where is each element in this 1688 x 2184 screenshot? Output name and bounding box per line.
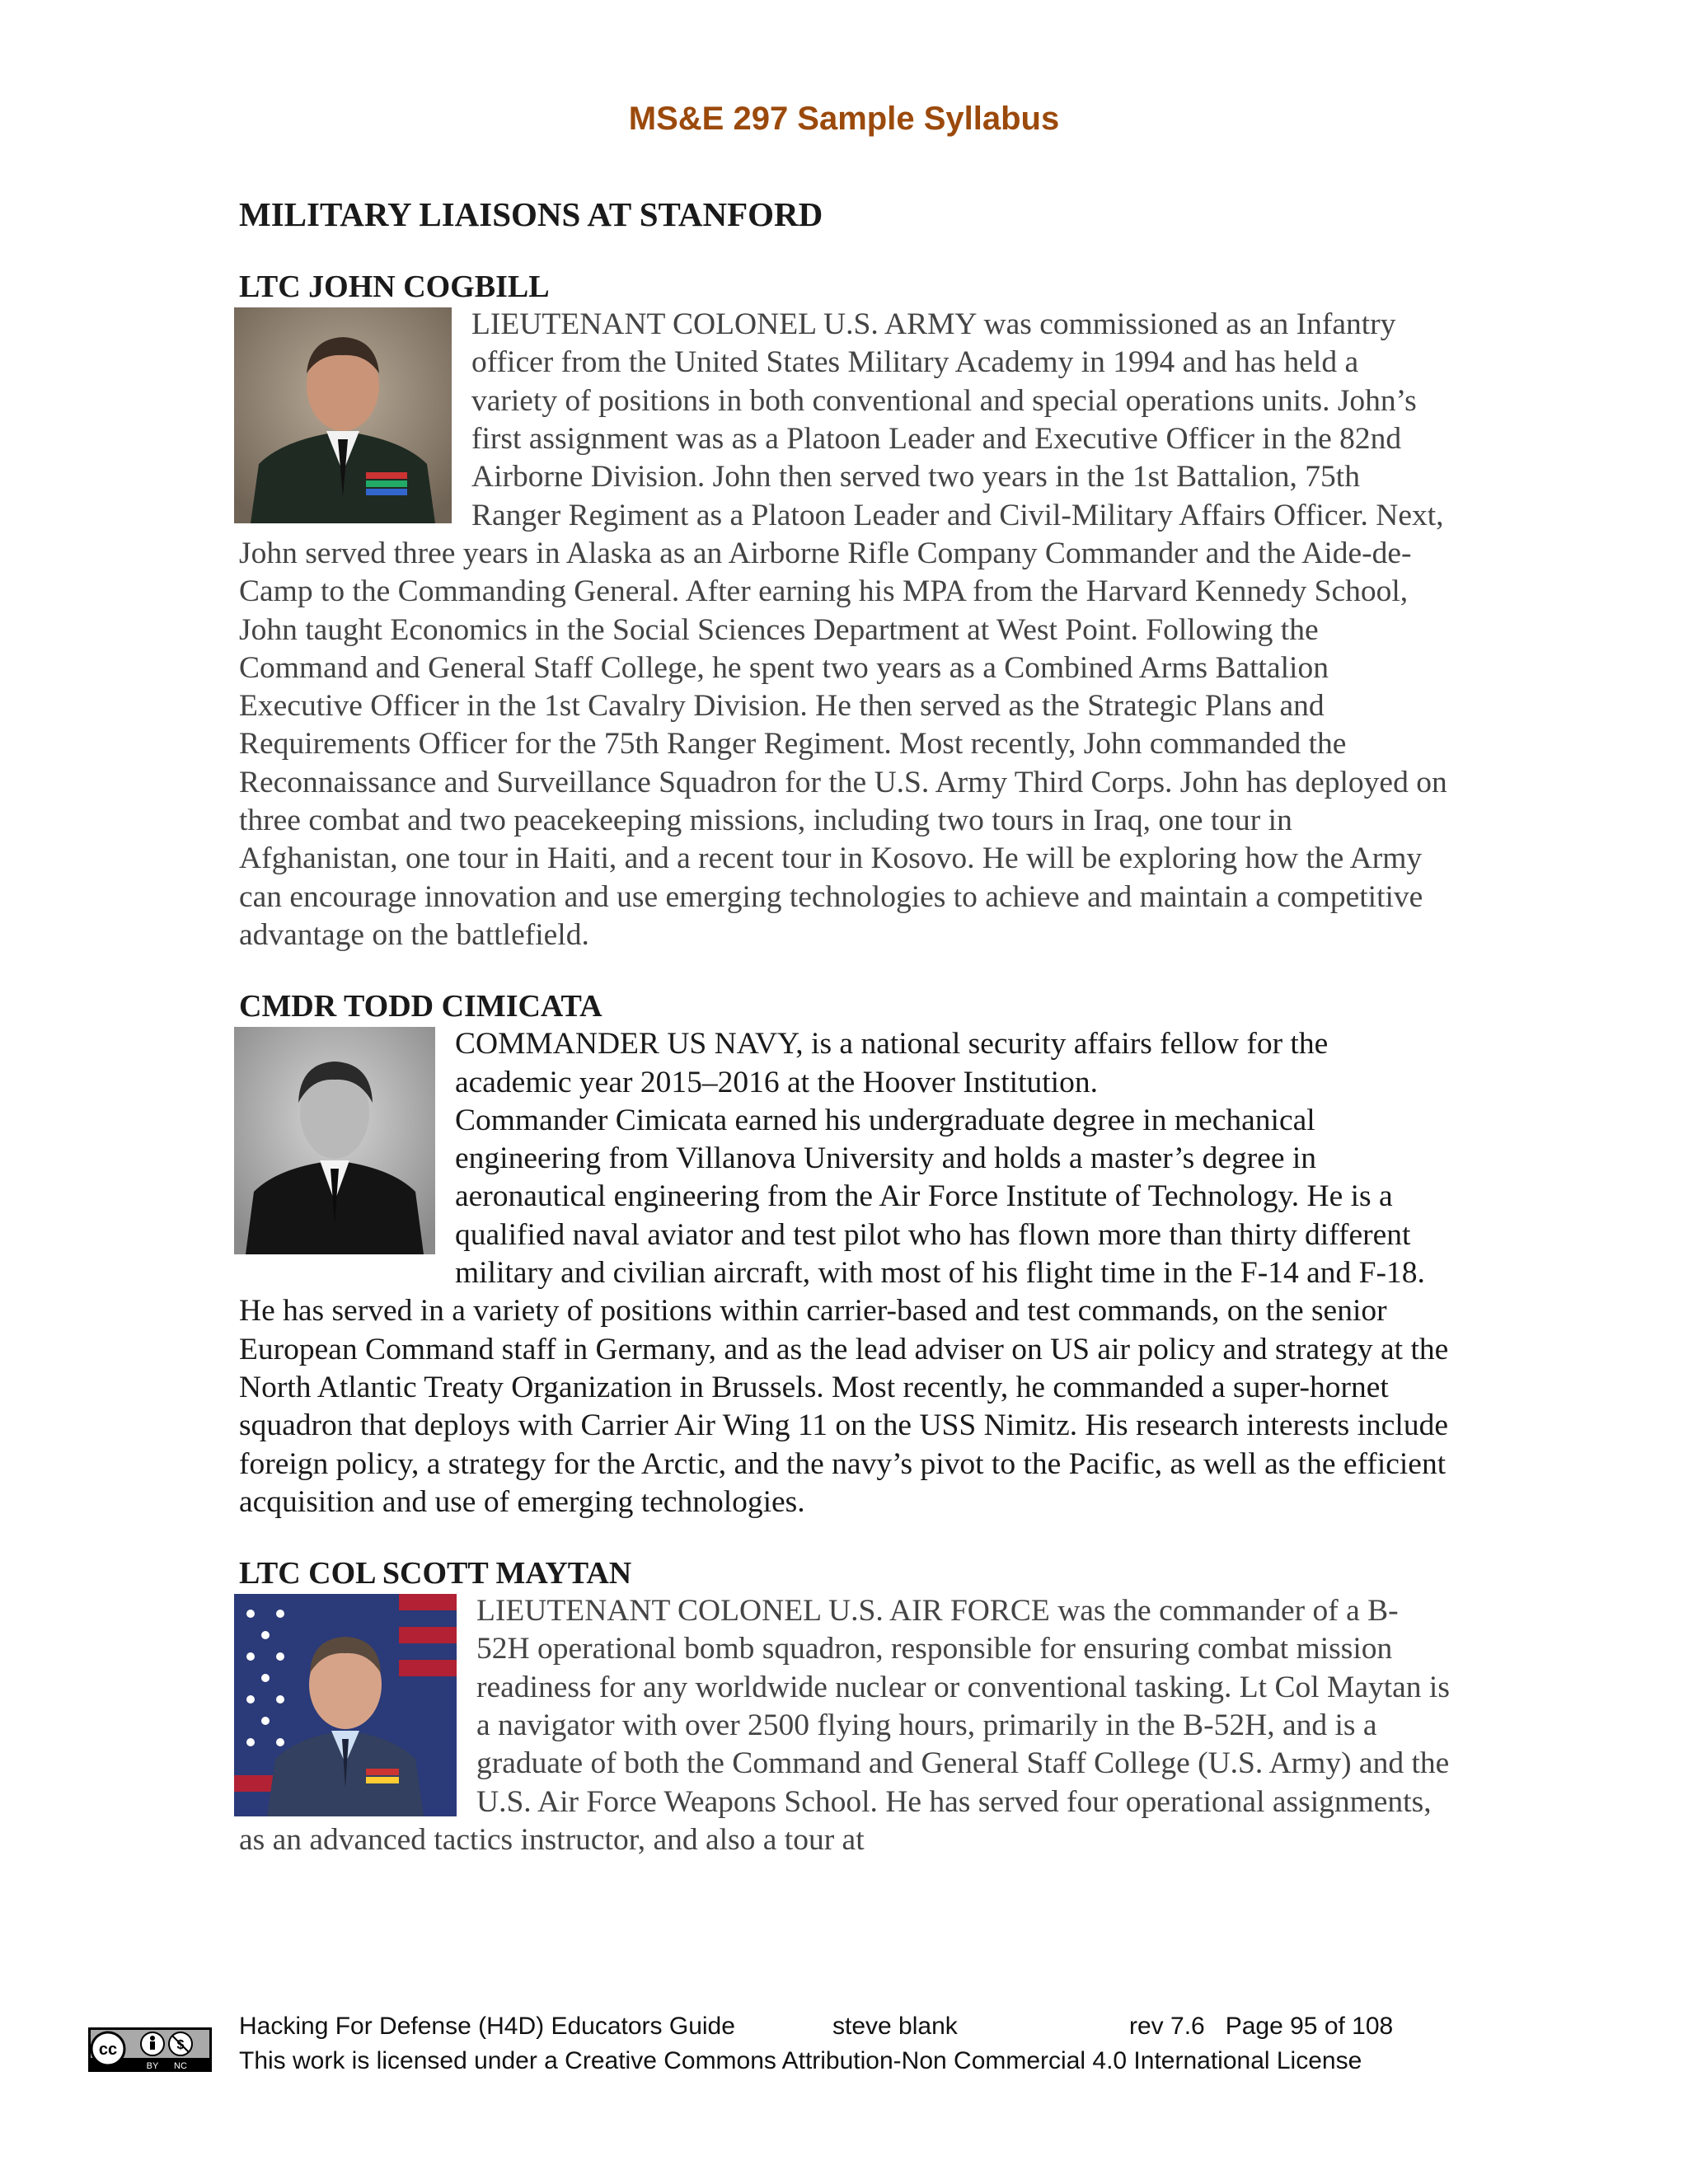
air-force-officer-portrait-icon — [234, 1594, 457, 1816]
army-officer-portrait-icon — [234, 307, 452, 523]
svg-text:$: $ — [176, 2038, 185, 2052]
officer-bio: Commander Cimicata earned his undergraduate degree in mechanical engineering from Villanova University and holds a master’s degree in aeronautical engineering from the Air Force Institute of Technology. He is a qualified naval aviator and test pilot who has flown more than thirty different military and civilian aircraft, with most of his flight time in the F-14 and F-18. He has served in a variety of positions within carrier-based and test commands, on the senior European Command staff in Germany, and as the lead adviser on US air policy and strategy at the North Atlantic Treaty Organization in Brussels. Most recently, he commanded a super-hornet squadron that deploys with Carrier Air Wing 11 on the USS Nimitz. His research interests include foreign policy, a strategy for the Arctic, and the navy’s pivot to the Pacific, as well as the efficient acquisition and use of emerging technologies. — [239, 1103, 1449, 1519]
cc-nc-label: NC — [174, 2061, 187, 2071]
creative-commons-badge — [88, 2027, 212, 2076]
page-title: MILITARY LIAISONS AT STANFORD — [239, 195, 823, 233]
officer-name: LTC JOHN COGBILL — [239, 269, 550, 305]
page-header: MS&E 297 Sample Syllabus — [628, 101, 1060, 137]
page-footer — [239, 2009, 1451, 2079]
officer-section-cimicata — [239, 987, 1451, 1521]
officer-photo — [234, 1027, 435, 1254]
footer-author: steve blank — [832, 2013, 958, 2040]
officer-bio-intro: COMMANDER US NAVY, is a national security affairs fellow for the academic year 2015–2016 at the Hoover Institution. — [455, 1027, 1329, 1099]
navy-officer-portrait-icon — [234, 1027, 435, 1254]
footer-row — [239, 2009, 1451, 2044]
cc-label: cc — [98, 2041, 118, 2059]
cc-by-label: BY — [146, 2061, 159, 2071]
officer-photo — [234, 1594, 457, 1816]
footer-license: This work is licensed under a Creative Commons Attribution-Non Commercial 4.0 International License — [239, 2047, 1362, 2074]
officer-photo — [234, 307, 452, 523]
footer-guide-title: Hacking For Defense (H4D) Educators Guide — [239, 2013, 735, 2040]
footer-revision: rev 7.6 Page 95 of 108 — [1129, 2013, 1394, 2040]
document-body — [239, 194, 1451, 1892]
officer-name: LTC COL SCOTT MAYTAN — [239, 1556, 632, 1591]
officer-name: CMDR TODD CIMICATA — [239, 989, 603, 1024]
cc-by-nc-license-icon — [88, 2027, 212, 2072]
officer-section-cogbill — [239, 268, 1451, 954]
officer-section-maytan — [239, 1554, 1451, 1859]
officer-bio: LIEUTENANT COLONEL U.S. AIR FORCE was the commander of a B-52H operational bomb squadron, responsible for ensuring combat mission readiness for any worldwide nuclear or conventional tasking. Lt Col Maytan is a navigator with over 2500 flying hours, primarily in the B-52H, and is a graduate of both the Command and General Staff College (U.S. Army) and the U.S. Air Force Weapons School. He has served four operational assignments, as an advanced tactics instructor, and also a tour at — [239, 1594, 1450, 1857]
officer-bio: LIEUTENANT COLONEL U.S. ARMY was commissioned as an Infantry officer from the United States Military Academy in 1994 and has held a variety of positions in both conventional and special operations units. John’s first assignment was as a Platoon Leader and Executive Officer in the 82nd Airborne Division. John then served two years in the 1st Battalion, 75th Ranger Regiment as a Platoon Leader and Civil-Military Affairs Officer. Next, John served three years in Alaska as an Airborne Rifle Company Commander and the Aide-de-Camp to the Commanding General. After earning his MPA from the Harvard Kennedy School, John taught Economics in the Social Sciences Department at West Point. Following the Command and General Staff College, he spent two years as a Combined Arms Battalion Executive Officer in the 1st Cavalry Division. He then served as the Strategic Plans and Requirements Officer for the 75th Ranger Regiment. Most recently, John commanded the Reconnaissance and Surveillance Squadron for the U.S. Army Third Corps. John has deployed on three combat and two peacekeeping missions, including two tours in Iraq, one tour in Afghanistan, one tour in Haiti, and a recent tour in Kosovo. He will be exploring how the Army can encourage innovation and use emerging technologies to achieve and maintain a competitive advantage on the battlefield. — [239, 307, 1447, 952]
